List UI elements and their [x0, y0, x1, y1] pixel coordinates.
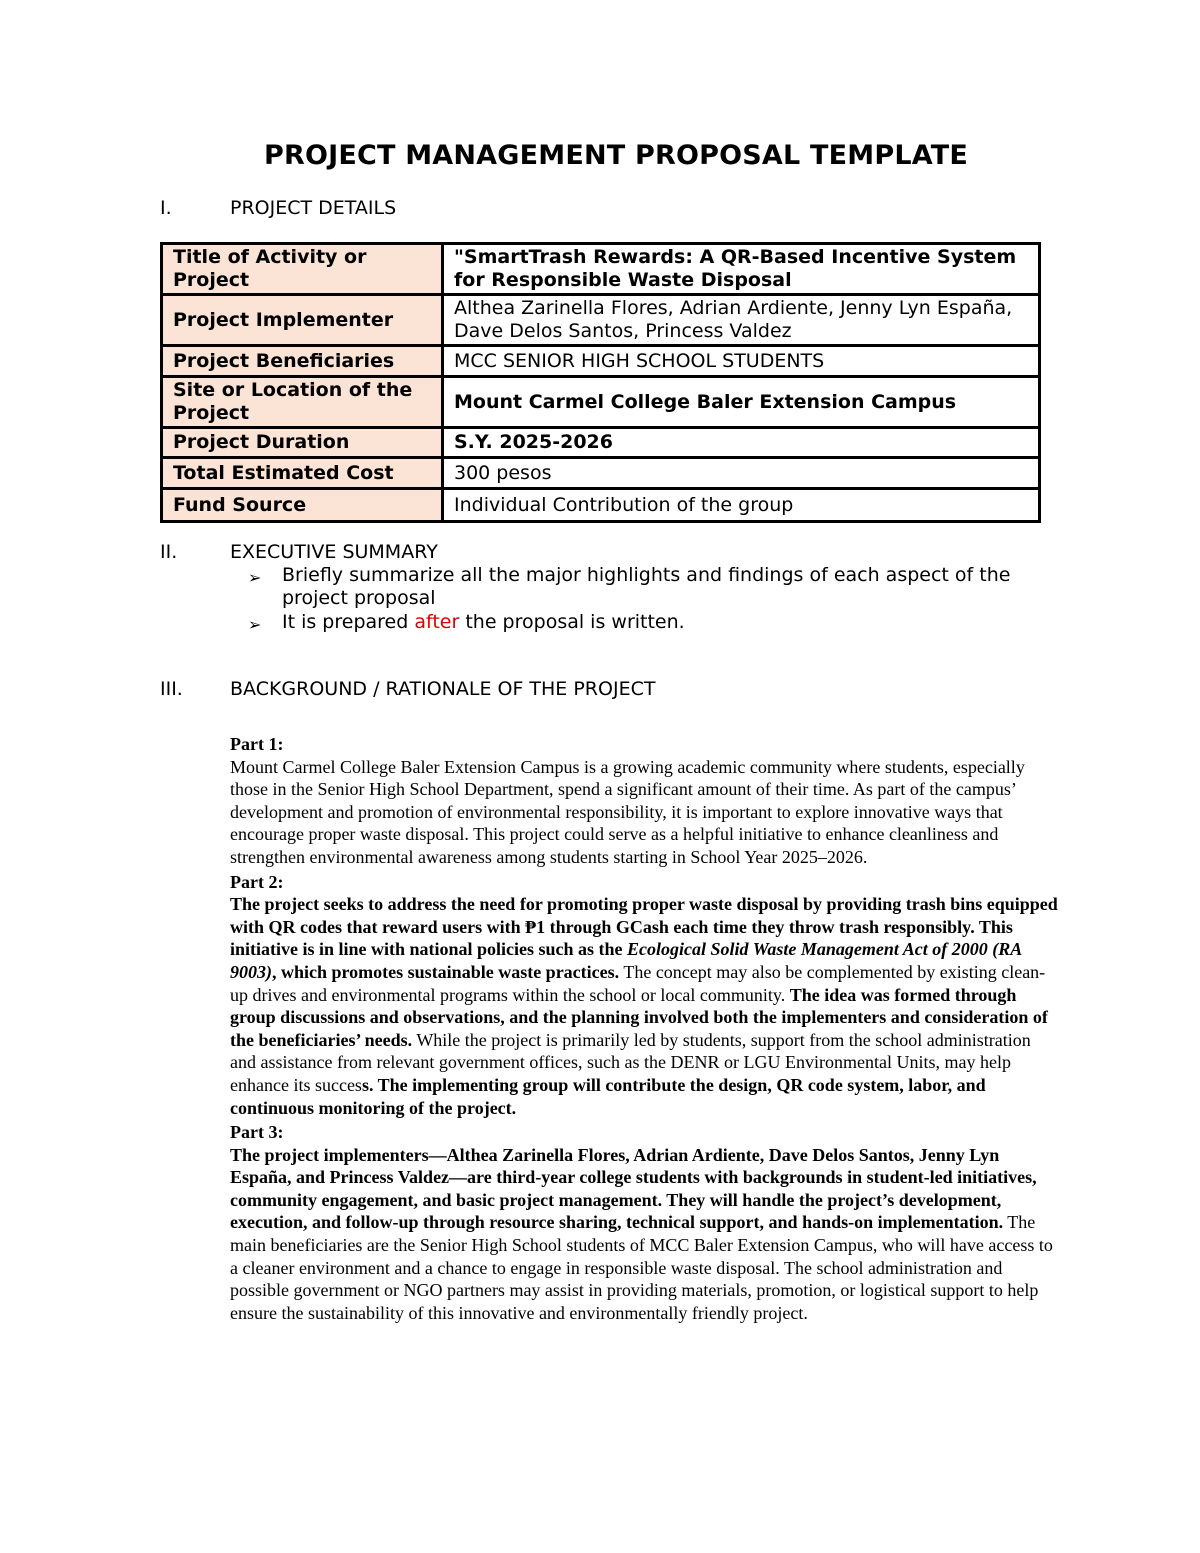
table-row	[162, 428, 1040, 458]
table-row	[162, 458, 1040, 489]
list-item	[248, 611, 1048, 636]
part-2-paragraph	[230, 893, 1060, 1119]
row-label: Site or Location of the Project	[162, 377, 443, 428]
table-row	[162, 346, 1040, 377]
row-value: "SmartTrash Rewards: A QR-Based Incentive System for Responsible Waste Disposal	[443, 244, 1040, 295]
bold-text: s. The implementing group will contribute the design, QR code system, labor, and continuous monitoring of the project.	[230, 1074, 986, 1118]
highlighted-word: after	[414, 611, 460, 633]
section-title: BACKGROUND / RATIONALE OF THE PROJECT	[230, 678, 656, 700]
arrow-bullet-icon: ➢	[248, 568, 262, 587]
table-row	[162, 377, 1040, 428]
section-title: PROJECT DETAILS	[230, 197, 397, 219]
section-heading-project-details	[160, 197, 396, 219]
part-1-paragraph: Mount Carmel College Baler Extension Campus is a growing academic community where students, especially those in the Senior High School Department, spend a significant amount of their time. As part of the campus’ development and promotion of environmental responsibility, it is important to explore innovative ways that encourage proper waste disposal. This project could serve as a helpful initiative to enhance cleanliness and strengthen environmental awareness among students starting in School Year 2025–2026.	[230, 756, 1025, 867]
bullet-text-end: the proposal is written.	[459, 611, 685, 633]
bullet-text-start: It is prepared	[282, 611, 415, 633]
row-label: Title of Activity or Project	[162, 244, 443, 295]
row-label: Project Beneficiaries	[162, 346, 443, 377]
section-number: I.	[160, 197, 172, 219]
law-title: Ecological Solid Waste Management Act of 2000 (RA 9003)	[230, 939, 1022, 982]
bullet-text	[282, 611, 685, 636]
section-heading-background	[160, 678, 655, 700]
row-value: MCC SENIOR HIGH SCHOOL STUDENTS	[443, 346, 1040, 377]
section-heading-executive-summary	[160, 541, 438, 563]
row-label: Project Implementer	[162, 295, 443, 346]
table-row	[162, 295, 1040, 346]
row-label: Project Duration	[162, 428, 443, 458]
part-2-label: Part 2:	[230, 871, 284, 892]
row-value: Individual Contribution of the group	[443, 489, 1040, 522]
arrow-bullet-icon: ➢	[248, 615, 262, 634]
part-3-label: Part 3:	[230, 1122, 284, 1143]
row-label: Total Estimated Cost	[162, 458, 443, 489]
summary-bullet-list	[248, 564, 1048, 637]
bold-text: The project seeks to address the need for promoting proper waste disposal by providing trash bins equipped with QR codes that reward users with ₱1 through GCash each time they throw trash responsibly. This initiative is in line with national policies such as the	[230, 894, 1058, 960]
row-value: Mount Carmel College Baler Extension Campus	[443, 377, 1040, 428]
plain-text: While the project is primarily led by students, support from the school administration and assistance from relevant government offices, such as the DENR or LGU Environmental Units, may help enhance its succes	[230, 1029, 1031, 1095]
row-value: Althea Zarinella Flores, Adrian Ardiente, Jenny Lyn España, Dave Delos Santos, Princess Valdez	[443, 295, 1040, 346]
document-title: PROJECT MANAGEMENT PROPOSAL TEMPLATE	[263, 140, 969, 171]
row-label: Fund Source	[162, 489, 443, 522]
table-row	[162, 489, 1040, 522]
background-body	[230, 733, 1060, 1324]
section-number: III.	[160, 678, 183, 700]
row-value: S.Y. 2025-2026	[443, 428, 1040, 458]
plain-text: The concept may also be complemented by existing clean-up drives and environmental programs within the school or local community.	[230, 961, 1046, 1005]
row-value: 300 pesos	[443, 458, 1040, 489]
bullet-text: Briefly summarize all the major highlights and findings of each aspect of the project proposal	[282, 564, 1011, 609]
table-row	[162, 244, 1040, 295]
project-details-table	[160, 242, 1041, 523]
section-number: II.	[160, 541, 178, 563]
bold-text: The idea was formed through group discussions and observations, and the planning involved both the implementers and consideration of the beneficiaries’ needs.	[230, 984, 1048, 1050]
section-title: EXECUTIVE SUMMARY	[230, 541, 438, 563]
plain-text: The main beneficiaries are the Senior High School students of MCC Baler Extension Campus, who will have access to a cleaner environment and a chance to engage in responsible waste disposal. The school administration and possible government or NGO partners may assist in providing materials, promotion, or logistical support to help ensure the sustainability of this innovative and environmentally friendly project.	[230, 1212, 1053, 1323]
part-3-paragraph	[230, 1144, 1060, 1325]
bold-text: , which promotes sustainable waste practices.	[272, 961, 620, 982]
list-item	[248, 564, 1048, 610]
part-1-label: Part 1:	[230, 734, 284, 754]
bold-text: The project implementers—Althea Zarinella Flores, Adrian Ardiente, Dave Delos Santos, Jenny Lyn España, and Princess Valdez—are third-year college students with backgrounds in student-led initiatives, community engagement, and basic project management. They will handle the project’s development, execution, and follow-up through resource sharing, technical support, and hands-on implementation.	[230, 1144, 1037, 1233]
